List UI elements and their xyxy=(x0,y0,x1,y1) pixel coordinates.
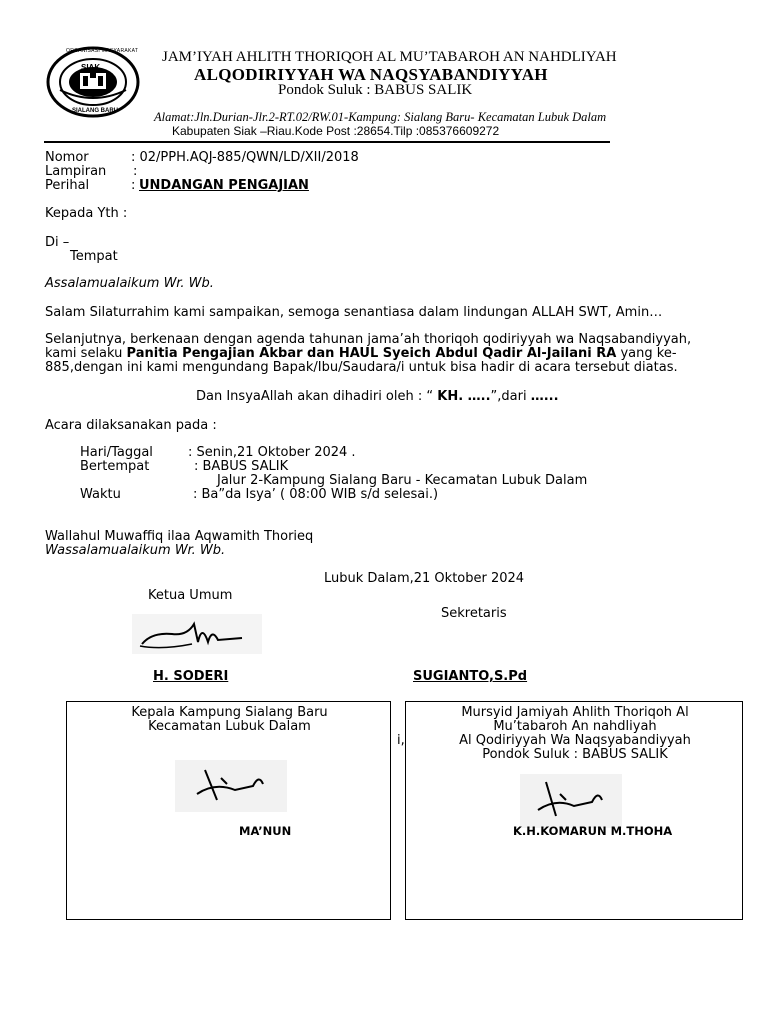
guest-speaker-line xyxy=(196,389,559,404)
chairman-signature xyxy=(132,614,262,654)
guest-speaker-origin: …... xyxy=(530,389,559,404)
event-place-address: Jalur 2-Kampung Sialang Baru - Kecamatan Lubuk Dalam xyxy=(217,473,588,488)
perihal-value: UNDANGAN PENGAJIAN xyxy=(139,178,309,193)
event-time-value: : Ba”da Isya’ ( 08:00 WIB s/d selesai.) xyxy=(193,487,439,502)
event-day-label: Hari/Taggal xyxy=(80,445,153,460)
village-head-box xyxy=(66,701,391,920)
recipient-label: Kepada Yth : xyxy=(45,206,128,221)
logo-ring-top-text: ORGANISASI MASYARAKAT xyxy=(66,48,139,54)
mursyid-name: K.H.KOMARUN M.THOHA xyxy=(513,824,673,838)
chairman-name: H. SODERI xyxy=(153,669,229,684)
village-head-title: Kepala Kampung Sialang Baru xyxy=(131,705,328,720)
mursyid-pondok: Pondok Suluk : BABUS SALIK xyxy=(482,747,668,762)
event-day-value: : Senin,21 Oktober 2024 . xyxy=(188,445,356,460)
paragraph-intro-line2 xyxy=(45,346,677,361)
header-tarekat-name: ALQODIRIYYAH WA NAQSYABANDIYYAH xyxy=(194,65,548,84)
location-prefix: Di – xyxy=(45,235,70,250)
greeting-opening: Assalamualaikum Wr. Wb. xyxy=(45,276,214,291)
paragraph-intro-line1: Selanjutnya, berkenaan dengan agenda tahunan jama’ah thoriqoh qodiriyyah wa Naqsabandiyyah, xyxy=(45,332,692,347)
committee-name: Panitia Pengajian Akbar dan HAUL Syeich Abdul Qadir Al-Jailani RA xyxy=(126,346,617,361)
secretary-name: SUGIANTO,S.Pd xyxy=(413,669,528,684)
event-place-label: Bertempat xyxy=(80,459,150,474)
lampiran-value: : xyxy=(133,164,138,179)
logo-center-text: SIAK xyxy=(81,63,101,72)
place-date: Lubuk Dalam,21 Oktober 2024 xyxy=(324,571,525,586)
secretary-title: Sekretaris xyxy=(441,606,507,621)
mursyid-organization: Mu’tabaroh An nahdliyah xyxy=(493,719,657,734)
chairman-title: Ketua Umum xyxy=(148,588,233,603)
village-head-signature-stroke xyxy=(175,760,287,812)
header-organization-name: JAM’IYAH AHLITH THORIQOH AL MU’TABAROH AN NAHDLIYAH xyxy=(162,49,617,65)
nomor-label: Nomor xyxy=(45,150,89,165)
mursyid-title: Mursyid Jamiyah Ahlith Thoriqoh Al xyxy=(461,705,689,720)
guest-speaker-from: ”,dari xyxy=(490,389,531,404)
header-divider xyxy=(44,141,610,143)
paragraph-salam: Salam Silaturrahim kami sampaikan, semoga senantiasa dalam lindungan ALLAH SWT, Amin… xyxy=(45,305,663,320)
location-place: Tempat xyxy=(70,249,118,264)
event-intro: Acara dilaksanakan pada : xyxy=(45,418,217,433)
event-time-label: Waktu xyxy=(80,487,121,502)
mursyid-box xyxy=(405,701,743,920)
paragraph-intro-line2-end: yang ke- xyxy=(616,346,677,361)
closing-prayer: Wallahul Muwaffiq ilaa Aqwamith Thorieq xyxy=(45,529,314,544)
event-place-value: : BABUS SALIK xyxy=(194,459,289,474)
logo-ring-bottom-text: SIALANG BARU xyxy=(72,108,118,114)
chairman-signature-stroke xyxy=(132,614,262,654)
perihal-colon: : xyxy=(131,178,136,193)
guest-speaker-name: KH. ….. xyxy=(437,389,491,404)
header-pondok-name: Pondok Suluk : BABUS SALIK xyxy=(278,82,473,98)
header-address: Alamat:Jln.Durian-Jlr.2-RT.02/RW.01-Kampung: Sialang Baru- Kecamatan Lubuk Dalam xyxy=(154,110,607,124)
paragraph-intro-line2-start: kami selaku xyxy=(45,346,127,361)
stray-text: i, xyxy=(397,733,405,748)
village-head-signature xyxy=(175,760,287,812)
mursyid-signature-stroke xyxy=(520,774,622,828)
greeting-closing: Wassalamualaikum Wr. Wb. xyxy=(45,543,226,558)
nomor-value: : 02/PPH.AQJ-885/QWN/LD/XII/2018 xyxy=(131,150,359,165)
perihal-label: Perihal xyxy=(45,178,90,193)
guest-speaker-prefix: Dan InsyaAllah akan dihadiri oleh : “ xyxy=(196,389,438,404)
lampiran-label: Lampiran xyxy=(45,164,107,179)
village-head-district: Kecamatan Lubuk Dalam xyxy=(148,719,311,734)
mursyid-tarekat: Al Qodiriyyah Wa Naqsyabandiyyah xyxy=(459,733,691,748)
village-head-name: MA’NUN xyxy=(239,824,292,838)
header-address-contact: Kabupaten Siak –Riau.Kode Post :28654.Tilp :085376609272 xyxy=(172,124,500,138)
mursyid-signature xyxy=(520,774,622,828)
paragraph-intro-line3: 885,dengan ini kami mengundang Bapak/Ibu/Saudara/i untuk bisa hadir di acara tersebut diatas. xyxy=(45,360,678,375)
organization-logo xyxy=(46,46,140,118)
